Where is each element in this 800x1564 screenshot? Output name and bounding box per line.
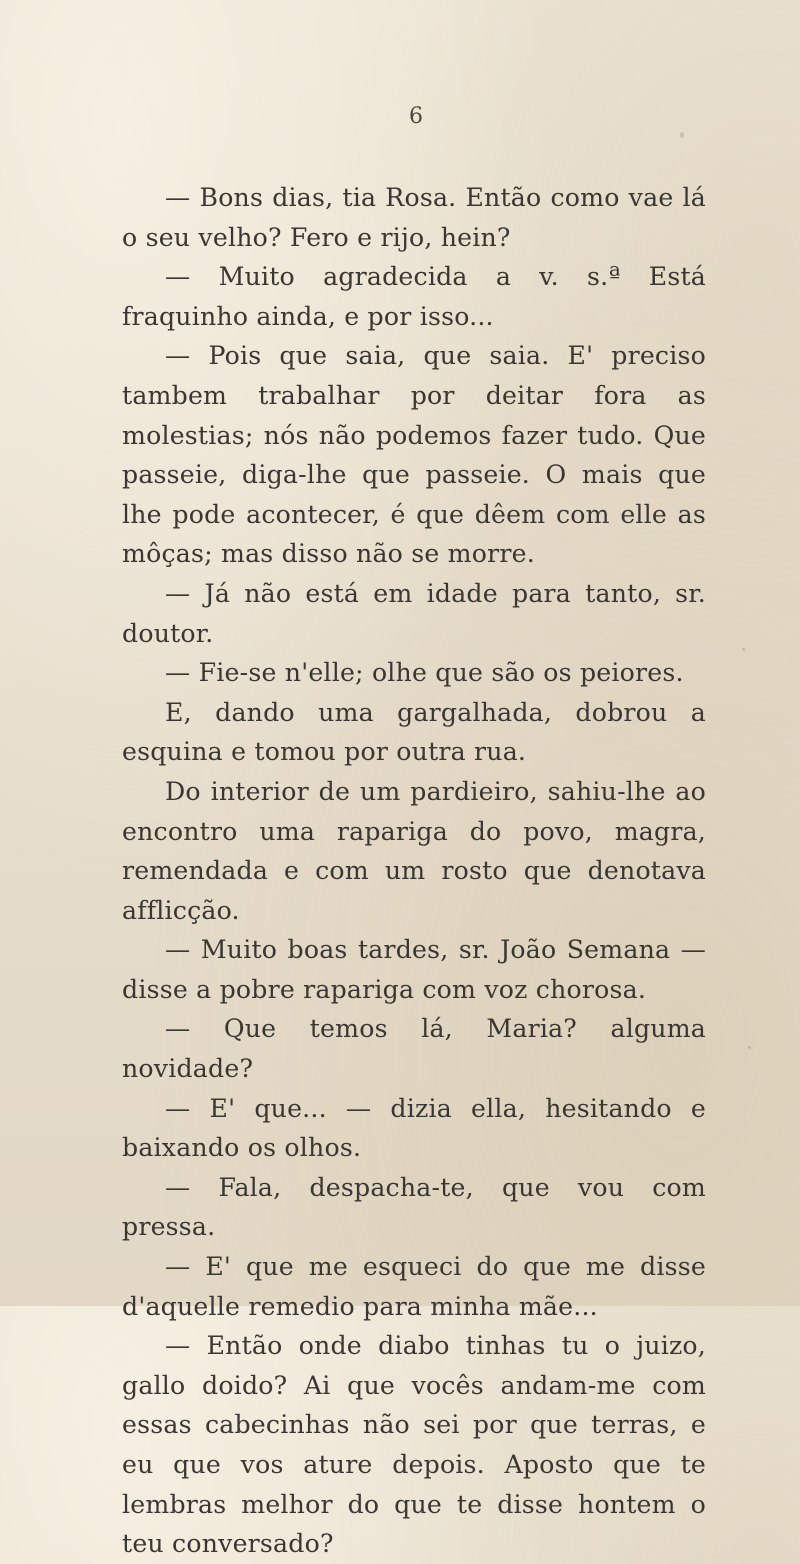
- page-number: 6: [409, 104, 423, 129]
- paper-speck: [680, 132, 684, 138]
- body-text: [122, 178, 706, 1564]
- paragraph: E, dando uma gargalhada, dobrou a esquina e tomou por outra rua.: [122, 697, 706, 767]
- paragraph: — Pois que saia, que saia. E' preciso tambem trabalhar por deitar fora as molestias; nós não podemos fazer tudo. Que passeie, diga-lhe que passeie. O mais que lhe pode acontecer, é que dêem com elle as môças; mas disso não se morre.: [122, 341, 706, 569]
- paragraph: — Bons dias, tia Rosa. Então como vae lá o seu velho? Fero e rijo, hein?: [122, 183, 706, 252]
- paragraph: — E' que me esqueci do que me disse d'aquelle remedio para minha mãe...: [122, 1252, 706, 1321]
- paper-speck: [748, 1046, 751, 1049]
- paper-speck: [742, 648, 745, 651]
- paragraph: — Já não está em idade para tanto, sr. doutor.: [122, 578, 706, 648]
- paragraph: Do interior de um pardieiro, sahiu-lhe ao encontro uma rapariga do povo, magra, remendada e com um rosto que denotava afflicção.: [122, 776, 706, 925]
- paragraph: — E' que... — dizia ella, hesitando e baixando os olhos.: [122, 1093, 706, 1163]
- paragraph: — Então onde diabo tinhas tu o juizo, gallo doido? Ai que vocês andam-me com essas cabecinhas não sei por que terras, e eu que vos ature depois. Aposto que te lembras melhor do que te disse hontem o teu conversado?: [122, 1331, 706, 1559]
- paragraph: — Muito agradecida a v. s.ª Está fraquinho ainda, e por isso...: [122, 262, 706, 331]
- paragraph: — Muito boas tardes, sr. João Semana — disse a pobre rapariga com voz chorosa.: [122, 935, 706, 1004]
- paragraph: — Que temos lá, Maria? alguma novidade?: [122, 1014, 706, 1084]
- paragraph: — Fie-se n'elle; olhe que são os peiores.: [165, 658, 684, 688]
- paragraph: — Fala, despacha-te, que vou com pressa.: [122, 1172, 706, 1242]
